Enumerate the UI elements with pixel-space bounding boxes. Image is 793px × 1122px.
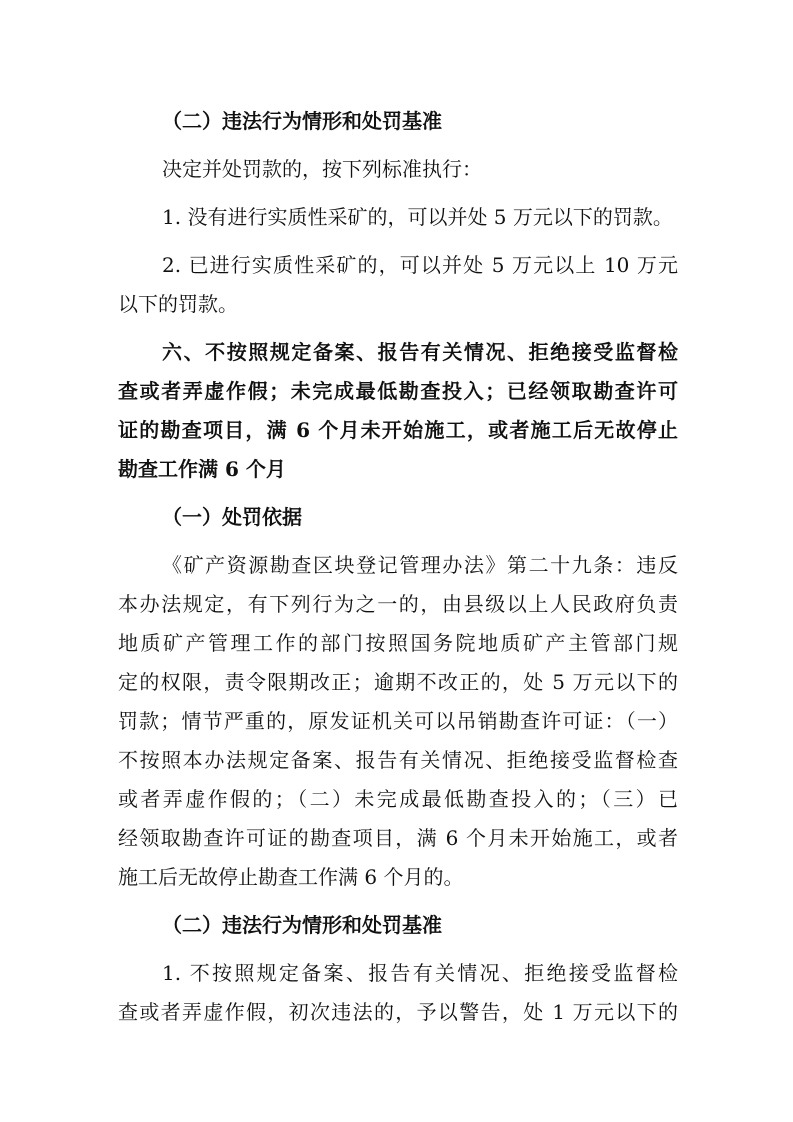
paragraph-line: 罚款；情节严重的，原发证机关可以吊销勘查许可证：（一）	[118, 709, 678, 733]
paragraph-line: 查或者弄虚作假，初次违法的，予以警告，处 1 万元以下的	[118, 1000, 678, 1024]
paragraph-line: 经领取勘查许可证的勘查项目，满 6 个月未开始施工，或者	[118, 826, 678, 850]
section-six-title: 六、不按照规定备案、报告有关情况、拒绝接受监督检	[162, 340, 678, 364]
section-heading-penalty-standard-2: （二）违法行为情形和处罚基准	[162, 913, 442, 937]
section-six-title-line: 勘查工作满 6 个月	[118, 457, 286, 481]
paragraph-line: 决定并处罚款的，按下列标准执行：	[162, 157, 482, 181]
section-six-title-line: 查或者弄虚作假；未完成最低勘查投入；已经领取勘查许可	[118, 379, 678, 403]
document-body	[118, 102, 678, 1032]
list-item-2-continued: 以下的罚款。	[118, 292, 238, 316]
paragraph-line: 不按照本办法规定备案、报告有关情况、拒绝接受监督检查	[118, 748, 678, 772]
paragraph-line: 或者弄虚作假的；（二）未完成最低勘查投入的；（三）已	[118, 787, 678, 811]
paragraph-line: 定的权限，责令限期改正；逾期不改正的，处 5 万元以下的	[118, 670, 678, 694]
paragraph-line: 《矿产资源勘查区块登记管理办法》第二十九条：违反	[162, 553, 678, 577]
paragraph-line: 地质矿产管理工作的部门按照国务院地质矿产主管部门规	[118, 631, 678, 655]
list-item-1: 1. 不按照规定备案、报告有关情况、拒绝接受监督检	[162, 961, 678, 985]
paragraph-line: 施工后无故停止勘查工作满 6 个月的。	[118, 865, 464, 889]
list-item-1: 1. 没有进行实质性采矿的，可以并处 5 万元以下的罚款。	[162, 205, 673, 229]
section-heading-penalty-basis: （一）处罚依据	[162, 505, 302, 529]
section-heading-penalty-standard: （二）违法行为情形和处罚基准	[162, 109, 442, 133]
section-six-title-line: 证的勘查项目，满 6 个月未开始施工，或者施工后无故停止	[118, 418, 678, 442]
list-item-2: 2. 已进行实质性采矿的，可以并处 5 万元以上 10 万元	[162, 253, 678, 277]
paragraph-line: 本办法规定，有下列行为之一的，由县级以上人民政府负责	[118, 592, 678, 616]
